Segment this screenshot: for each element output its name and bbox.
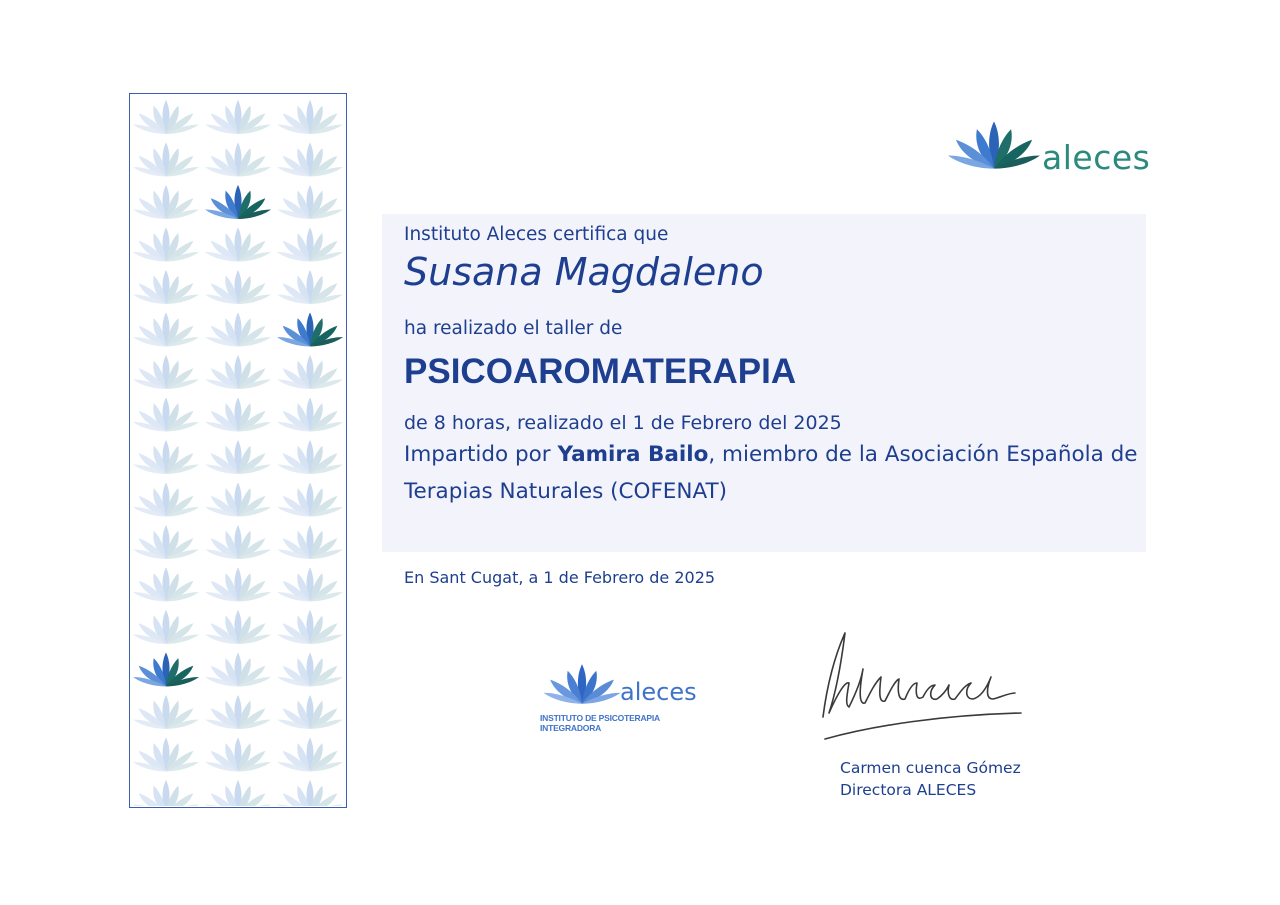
lotus-pale-icon: [205, 568, 271, 602]
stamp-subtitle: INSTITUTO DE PSICOTERAPIA INTEGRADORA: [540, 713, 660, 733]
lotus-pale-icon: [133, 483, 199, 517]
lotus-logo-icon: [948, 116, 1040, 174]
lotus-pale-icon: [133, 695, 199, 729]
lotus-pale-icon: [133, 355, 199, 389]
lotus-pale-icon: [277, 525, 343, 559]
lotus-pale-icon: [133, 313, 199, 347]
course-details: de 8 horas, realizado el 1 de Febrero del 2025: [404, 412, 842, 434]
lotus-pale-icon: [277, 270, 343, 304]
lotus-pale-icon: [205, 143, 271, 177]
lotus-pale-icon: [277, 653, 343, 687]
lotus-pale-icon: [133, 780, 199, 806]
place-date: En Sant Cugat, a 1 de Febrero de 2025: [404, 568, 716, 587]
lotus-pale-icon: [133, 100, 199, 134]
signer-title: Directora ALECES: [840, 781, 977, 799]
lotus-pale-icon: [133, 143, 199, 177]
lotus-accent-icon: [277, 313, 343, 347]
lotus-pale-icon: [133, 398, 199, 432]
handwritten-signature: [815, 625, 1030, 745]
lotus-pale-icon: [205, 355, 271, 389]
lotus-pale-icon: [205, 695, 271, 729]
instructor-name: Yamira Bailo: [557, 442, 709, 467]
decorative-side-panel: [129, 93, 347, 808]
instructor-suffix: , miembro de la Asociación Española de: [708, 442, 1138, 467]
lotus-pale-icon: [205, 483, 271, 517]
stamp-wordmark: aleces: [620, 678, 697, 706]
lotus-pale-icon: [205, 738, 271, 772]
lotus-pale-icon: [277, 398, 343, 432]
lotus-pale-icon: [277, 738, 343, 772]
lotus-pale-icon: [277, 440, 343, 474]
lotus-pale-icon: [205, 653, 271, 687]
lotus-pale-icon: [277, 610, 343, 644]
lotus-pale-icon: [205, 610, 271, 644]
certificate-intro: Instituto Aleces certifica que: [404, 224, 669, 245]
association-name: Terapias Naturales (COFENAT): [404, 479, 728, 504]
lotus-pale-icon: [277, 228, 343, 262]
completion-text: ha realizado el taller de: [404, 318, 623, 339]
aleces-logo: [948, 116, 1151, 178]
lotus-pattern: [132, 98, 346, 806]
lotus-pale-icon: [133, 270, 199, 304]
lotus-pale-icon: [277, 100, 343, 134]
lotus-pale-icon: [205, 313, 271, 347]
instructor-line: [404, 442, 1138, 467]
lotus-pale-icon: [205, 100, 271, 134]
lotus-pale-icon: [133, 738, 199, 772]
lotus-pale-icon: [133, 610, 199, 644]
lotus-pale-icon: [133, 185, 199, 219]
lotus-pale-icon: [277, 568, 343, 602]
lotus-pale-icon: [205, 398, 271, 432]
lotus-pale-icon: [205, 525, 271, 559]
lotus-pale-icon: [133, 568, 199, 602]
lotus-pale-icon: [133, 228, 199, 262]
lotus-pale-icon: [277, 780, 343, 806]
lotus-pale-icon: [133, 440, 199, 474]
course-title: PSICOAROMATERAPIA: [404, 352, 797, 391]
lotus-pale-icon: [277, 185, 343, 219]
lotus-accent-icon: [205, 185, 271, 219]
lotus-pale-icon: [133, 525, 199, 559]
lotus-pale-icon: [277, 143, 343, 177]
lotus-accent-icon: [133, 653, 199, 687]
lotus-stamp-icon: [540, 662, 624, 706]
logo-wordmark: aleces: [1042, 138, 1151, 177]
lotus-pale-icon: [277, 695, 343, 729]
recipient-name: Susana Magdaleno: [404, 250, 764, 294]
lotus-pale-icon: [205, 270, 271, 304]
lotus-pale-icon: [205, 780, 271, 806]
instructor-prefix: Impartido por: [404, 442, 558, 467]
signer-name: Carmen cuenca Gómez: [840, 759, 1021, 777]
lotus-pale-icon: [205, 228, 271, 262]
lotus-pale-icon: [277, 355, 343, 389]
lotus-pale-icon: [205, 440, 271, 474]
institute-stamp: [538, 660, 708, 733]
lotus-pale-icon: [277, 483, 343, 517]
